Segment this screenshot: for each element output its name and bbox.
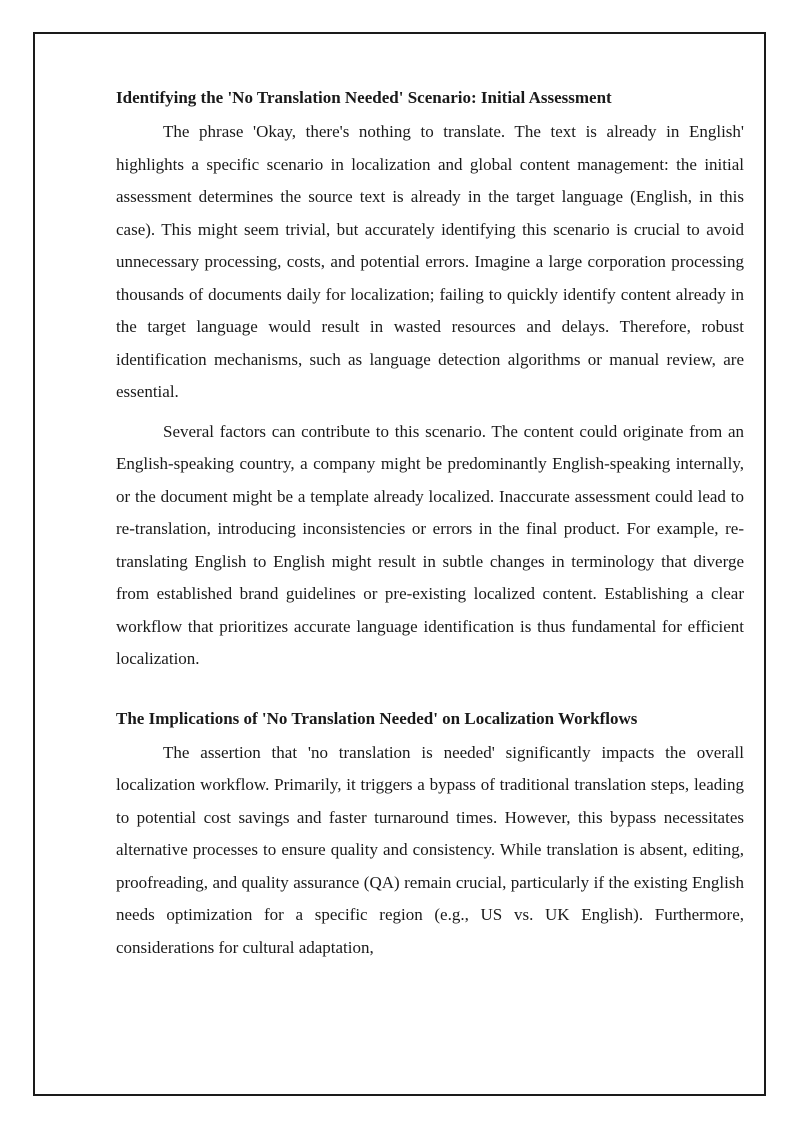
document-body bbox=[116, 86, 744, 964]
paragraph: The phrase 'Okay, there's nothing to translate. The text is already in English' highlights a specific scenario in localization and global content management: the initial assessment determines the source text is already in the target language (English, in this case). This might seem trivial, but accurately identifying this scenario is crucial to avoid unnecessary processing, costs, and potential errors. Imagine a large corporation processing thousands of documents daily for localization; failing to quickly identify content already in the target language would result in wasted resources and delays. Therefore, robust identification mechanisms, such as language detection algorithms or manual review, are essential. bbox=[116, 122, 744, 401]
paragraph: The assertion that 'no translation is needed' significantly impacts the overall localization workflow. Primarily, it triggers a bypass of traditional translation steps, leading to potential cost savings and faster turnaround times. However, this bypass necessitates alternative processes to ensure quality and consistency. While translation is absent, editing, proofreading, and quality assurance (QA) remain crucial, particularly if the existing English needs optimization for a specific region (e.g., US vs. UK English). Furthermore, considerations for cultural adaptation, bbox=[116, 742, 744, 957]
document-page bbox=[33, 32, 766, 1096]
section-initial-assessment bbox=[116, 86, 744, 676]
paragraph: Several factors can contribute to this scenario. The content could originate from an English-speaking country, a company might be predominantly English-speaking internally, or the document might be a template already localized. Inaccurate assessment could lead to re-translation, introducing inconsistencies or errors in the final product. For example, re-translating English to English might result in subtle changes in terminology that diverge from established brand guidelines or pre-existing localized content. Establishing a clear workflow that prioritizes accurate language identification is thus fundamental for efficient localization. bbox=[116, 421, 744, 668]
section-workflow-implications bbox=[116, 707, 744, 965]
section-heading: The Implications of 'No Translation Needed' on Localization Workflows bbox=[116, 708, 638, 728]
section-heading: Identifying the 'No Translation Needed' Scenario: Initial Assessment bbox=[116, 88, 612, 107]
